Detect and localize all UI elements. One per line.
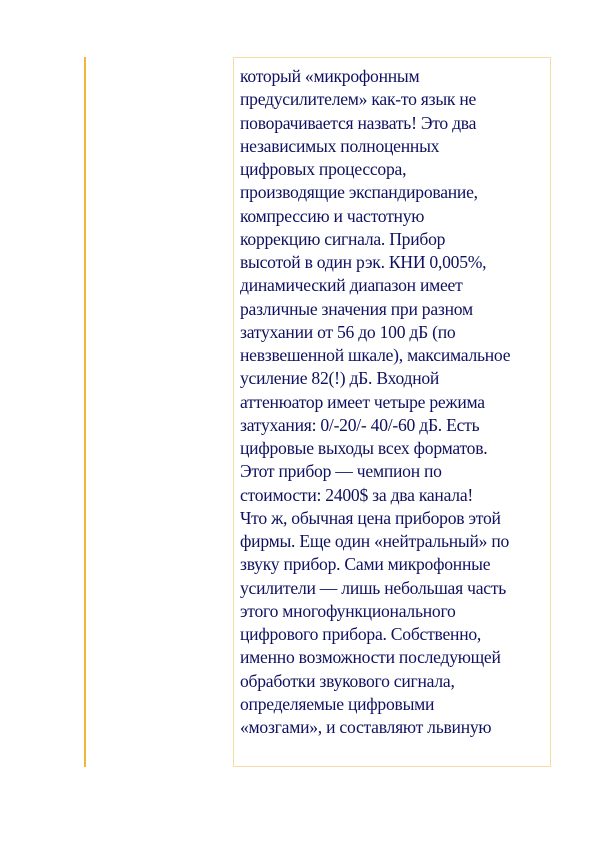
article-line: аттенюатор имеет четыре режима [240,391,485,412]
article-line: компрессию и частотную [240,205,425,226]
article-line: предусилителем» как-то язык не [240,89,477,110]
article-line: динамический диапазон имеет [240,275,463,296]
article-line: цифровые выходы всех форматов. [240,438,488,458]
article-line: невзвешенной шкале), максимальное [240,345,511,365]
article-line: звуку прибор. Сами микрофонные [240,554,491,575]
article-line: который «микрофонным [240,66,420,86]
article-line: цифрового прибора. Собственно, [240,624,482,644]
article-line: независимых полноценных [240,135,440,156]
article-line: цифровых процессора, [240,159,407,179]
article-text-frame [233,57,551,767]
article-line: затухания: 0/-20/- 40/-60 дБ. Есть [240,414,480,435]
article-line: различные значения при разном [240,298,473,319]
article-line: усилители — лишь небольшая часть [240,577,507,598]
article-line: «мозгами», и составляют львиную [240,717,492,737]
article-line: коррекцию сигнала. Прибор [240,228,446,249]
article-line: высотой в один рэк. КНИ 0,005%, [240,252,487,272]
article-line: именно возможности последующей [240,647,501,668]
article-line: затухании от 56 до 100 дБ (по [240,321,456,342]
article-line: Что ж, обычная цена приборов этой [240,507,501,528]
article-line: усиление 82(!) дБ. Входной [240,368,440,389]
article-line: Этот прибор — чемпион по [240,461,442,482]
left-margin-rule [84,57,86,767]
article-line: фирмы. Еще один «нейтральный» по [240,531,510,551]
article-line: стоимости: 2400$ за два канала! [240,484,473,505]
article-line: поворачивается назвать! Это два [240,112,477,133]
article-line: определяемые цифровыми [240,693,435,714]
article-line: этого многофункционального [240,600,456,621]
article-line: обработки звукового сигнала, [240,670,455,691]
article-line: производящие экспандирование, [240,182,478,203]
